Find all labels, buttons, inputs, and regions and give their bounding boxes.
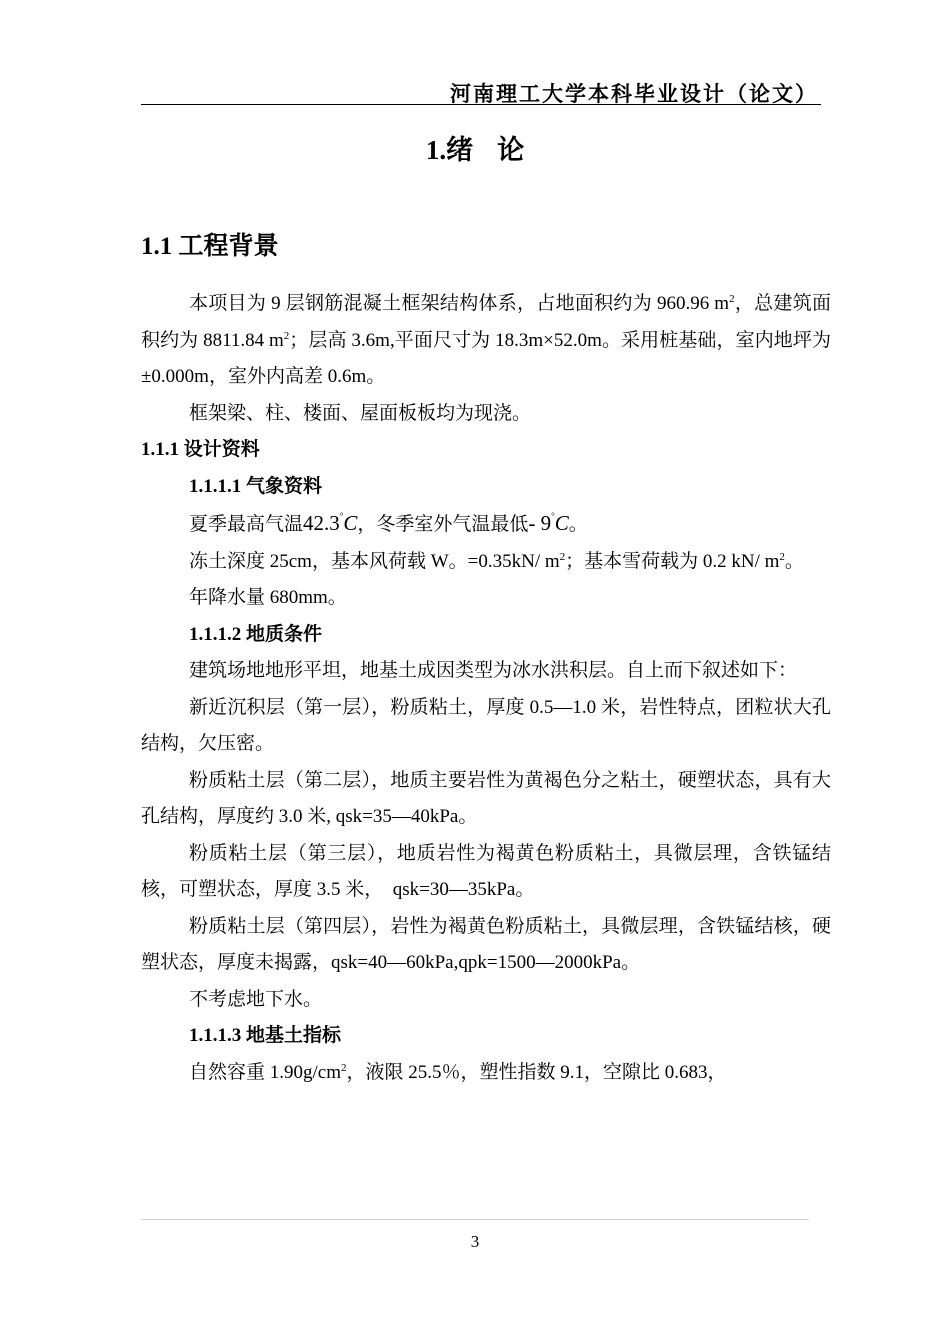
geology-heading: 1.1.1.2 地质条件 [189,623,323,645]
paragraph-precipitation: 年降水量 680mm。 [189,587,347,608]
chapter-number: 1. [425,135,447,165]
section-heading: 1.1 工程背景 [141,233,279,260]
subsection-heading: 1.1.1 设计资料 [141,439,260,460]
paragraph-layer-4: 粉质粘土层（第四层），岩性为褐黄色粉质粘土，具微层理，含铁锰结核，硬塑状态，厚度未揭露，qsk=40—60kPa,qpk=1500—2000kPa。 [141,915,831,973]
paragraph-geology-intro: 建筑场地地形平坦，地基土成因类型为冰水洪积层。自上而下叙述如下： [189,660,798,681]
max-temperature-formula: 42.3°C [303,511,358,535]
paragraph-layer-1: 新近沉积层（第一层），粉质粘土，厚度 0.5—1.0 米，岩性特点，团粒状大孔结构，欠压密。 [141,696,831,754]
body-text [141,286,831,1091]
paragraph-temperature: 夏季最高气温42.3°C，冬季室外气温最低- 9°C。 [189,511,588,535]
page-number: 3 [470,1232,480,1251]
running-header: 河南理工大学本科毕业设计（论文） [450,82,818,106]
paragraph-layer-2: 粉质粘土层（第二层），地质主要岩性为黄褐色分之粘土，硬塑状态，具有大孔结构，厚度约 3.0 米, qsk=35—40kPa。 [141,769,831,827]
paragraph-groundwater: 不考虑地下水。 [189,988,323,1010]
paragraph-cast-in-place: 框架梁、柱、楼面、屋面板板均为现浇。 [189,402,532,424]
footer-divider [141,1219,809,1220]
min-temperature-formula: - 9°C [528,511,569,535]
paragraph-project-overview: 本项目为 9 层钢筋混凝土框架结构体系，占地面积约为 960.96 $m^2$，总建筑面积约为 8811.84 $m^2$；层高 3.6m,平面尺寸为 18.3m×52.0m。采用桩基础，室内地坪为±0.000m，室外内高差 0.6m。 [141,293,831,387]
climate-heading: 1.1.1.1 气象资料 [189,475,323,497]
paragraph-frost-loads: 冻土深度 25cm，基本风荷载 W。=0.35kN/ $m^2$；基本雪荷载为 0.2 kN/ $m^2$。 [189,550,804,572]
chapter-title [0,128,950,167]
paragraph-soil-index: 自然容重 $1.90g/cm^2$，液限 25.5％，塑性指数 9.1，空隙比 0.683， [189,1061,727,1083]
soil-index-heading: 1.1.1.3 地基土指标 [189,1025,342,1046]
header-divider [141,104,821,105]
paragraph-layer-3: 粉质粘土层（第三层），地质岩性为褐黄色粉质粘土，具微层理，含铁锰结核，可塑状态，厚度 3.5 米， qsk=30—35kPa。 [141,842,831,900]
chapter-title-part-1: 绪 [446,135,474,165]
chapter-title-part-2: 论 [497,135,525,165]
